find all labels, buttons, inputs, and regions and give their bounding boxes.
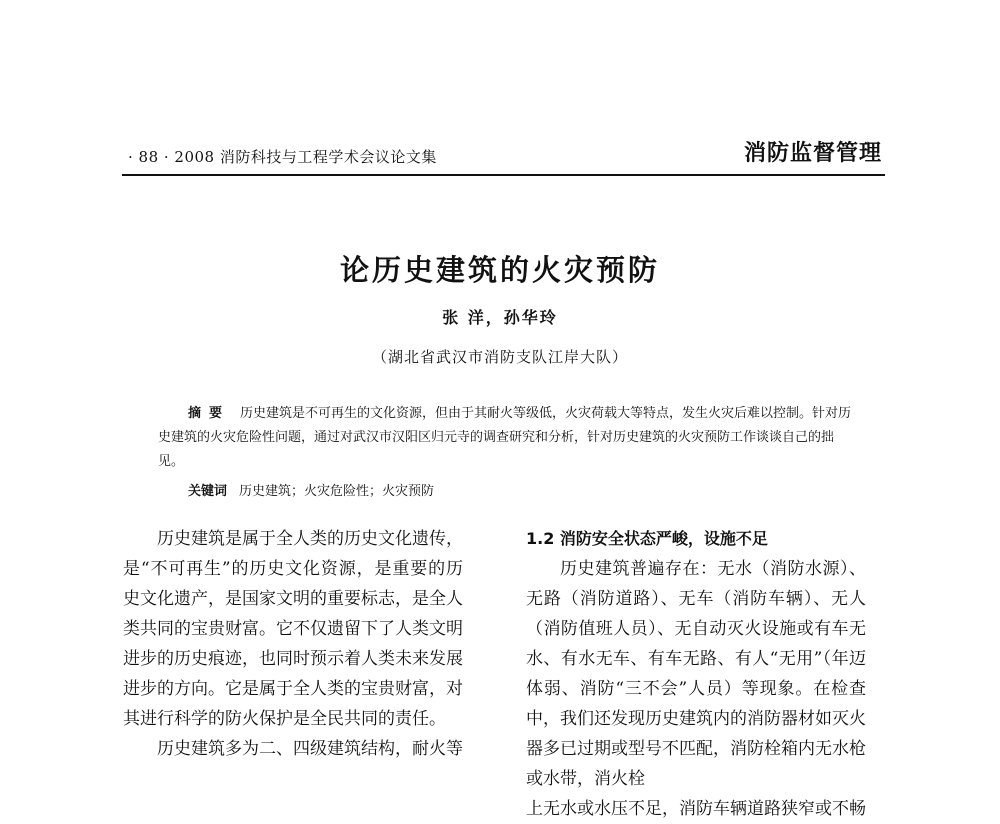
running-header: · 88 · 2008 消防科技与工程学术会议论文集	[128, 148, 437, 166]
keywords	[188, 480, 434, 499]
header-rule	[122, 174, 885, 176]
keywords-label: 关键词	[188, 484, 228, 499]
authors: 张 洋，孙华玲	[442, 308, 558, 327]
abstract	[158, 402, 858, 474]
keywords-text: 历史建筑；火灾危险性；火灾预防	[239, 484, 435, 499]
right-column	[526, 524, 866, 824]
section-label: 消防监督管理	[743, 141, 882, 166]
paper-title: 论历史建筑的火灾预防	[339, 253, 660, 287]
left-column	[123, 524, 463, 764]
body-paragraph: 历史建筑是属于全人类的历史文化遗传，是“不可再生”的历史文化资源，是重要的历史文化遗产，是国家文明的重要标志，是全人类共同的宝贵财富。它不仅遗留下了人类文明进步的历史痕迹，也同时预示着人类未来发展进步的方向。它是属于全人类的宝贵财富，对其进行科学的防火保护是全民共同的责任。	[123, 529, 463, 729]
abstract-label: 摘要	[188, 406, 231, 421]
abstract-text: 历史建筑是不可再生的文化资源，但由于其耐火等级低，火灾荷载大等特点，发生火灾后难以控制。针对历史建筑的火灾危险性问题，通过对武汉市汉阳区归元寺的调查研究和分析，针对历史建筑的火灾预防工作谈谈自己的拙见。	[158, 406, 852, 469]
body-paragraph-cut: 历史建筑多为二、四级建筑结构，耐火等	[157, 739, 463, 759]
body-paragraph: 历史建筑普遍存在：无水（消防水源）、无路（消防道路）、无车（消防车辆）、无人（消防值班人员）、无自动灭火设施或有车无水、有水无车、有车无路、有人“无用”（年迈体弱、消防“三不会”人员）等现象。在检查中，我们还发现历史建筑内的消防器材如灭火器多已过期或型号不匹配，消防栓箱内无水枪或水带，消火栓	[526, 559, 866, 789]
body-paragraph-cut: 上无水或水压不足，消防车辆道路狭窄或不畅	[526, 799, 866, 819]
affiliation: （湖北省武汉市消防支队江岸大队）	[371, 348, 628, 366]
section-heading: 1.2 消防安全状态严峻，设施不足	[526, 529, 768, 548]
